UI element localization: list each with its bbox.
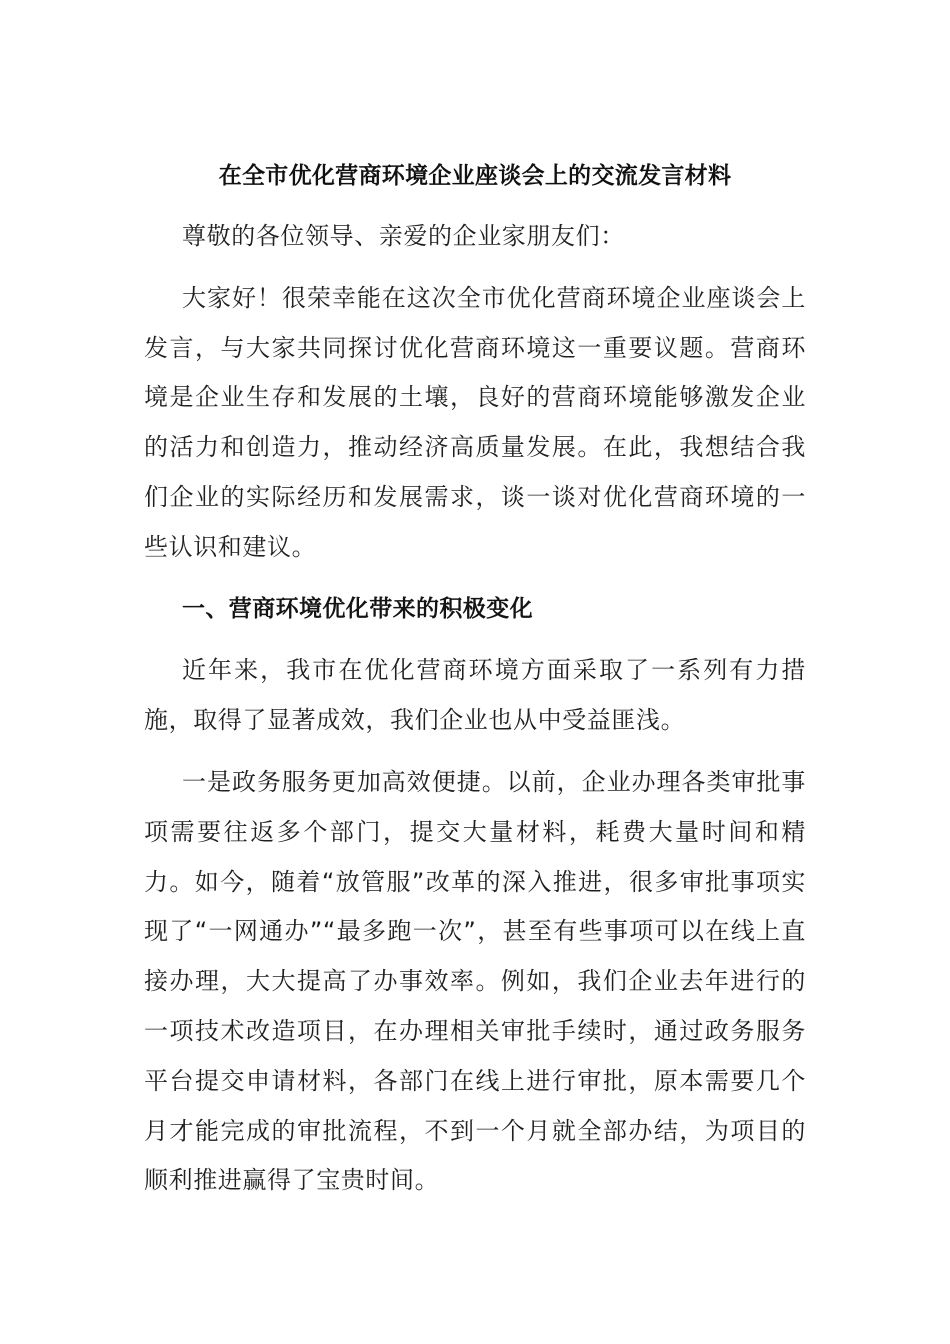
section-heading-1: 一、营商环境优化带来的积极变化	[182, 595, 533, 622]
section1-lead-paragraph: 近年来，我市在优化营商环境方面采取了一系列有力措施，取得了显著成效，我们企业也从中受益匪浅。	[144, 656, 806, 735]
document-title: 在全市优化营商环境企业座谈会上的交流发言材料	[218, 163, 732, 189]
document-body	[144, 152, 806, 1218]
section1-point1-paragraph: 一是政务服务更加高效便捷。以前，企业办理各类审批事项需要往返多个部门，提交大量材料，耗费大量时间和精力。如今，随着“放管服”改革的深入推进，很多审批事项实现了“一网通办”“最多跑一次”，甚至有些事项可以在线上直接办理，大大提高了办事效率。例如，我们企业去年进行的一项技术改造项目，在办理相关审批手续时，通过政务服务平台提交申请材料，各部门在线上进行审批，原本需要几个月才能完成的审批流程，不到一个月就全部办结，为项目的顺利推进赢得了宝贵时间。	[144, 767, 806, 1195]
salutation: 尊敬的各位领导、亲爱的企业家朋友们：	[182, 222, 625, 250]
intro-paragraph: 大家好！很荣幸能在这次全市优化营商环境企业座谈会上发言，与大家共同探讨优化营商环境这一重要议题。营商环境是企业生存和发展的土壤，良好的营商环境能够激发企业的活力和创造力，推动经济高质量发展。在此，我想结合我们企业的实际经历和发展需求，谈一谈对优化营商环境的一些认识和建议。	[144, 283, 806, 561]
